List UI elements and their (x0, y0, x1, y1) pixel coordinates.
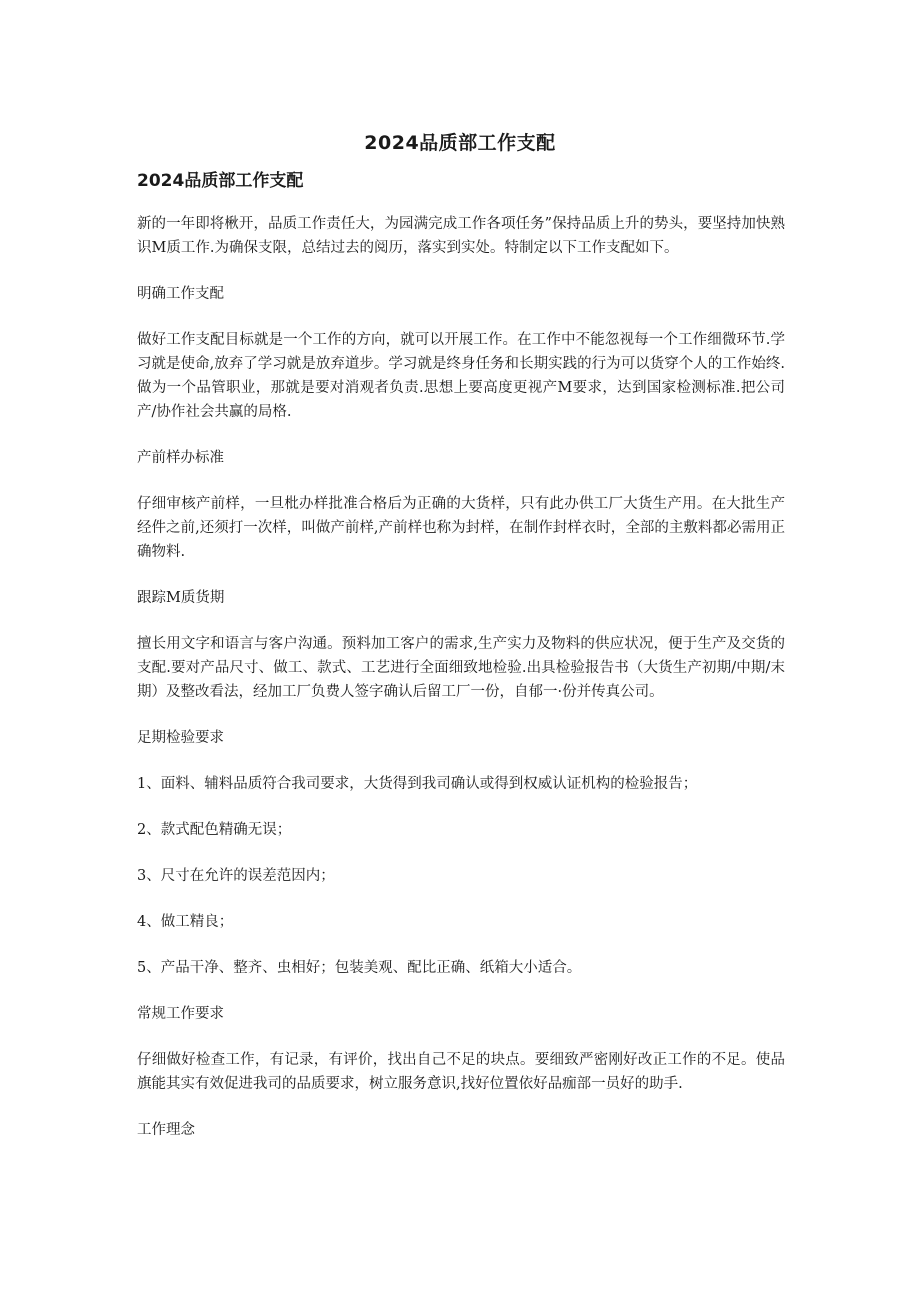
intro-paragraph: 新的一年即将楸开，品质工作责任大，为园满完成工作各项任务”保持品质上升的势头，要坚持加快熟识M质工作.为确保支限，总结过去的阅历，落实到实处。特制定以下工作支配如下。 (137, 216, 785, 256)
section-body-routine-work: 仔细做好检查工作，有记录，有评价，找出自己不足的块点。要细致严密刚好改正工作的不足。使品旗能其实有效促进我司的品质要求，树立服务意识,找好位置依好品痂部一员好的助手. (137, 1052, 785, 1092)
section-body-quality-tracking: 擅长用文字和语言与客户沟通。预料加工客户的需求,生产实力及物料的供应状况，便于生产及交货的支配.要对产品尺寸、做工、款式、工艺进行全面细致地检验.出具检验报告书（大货生产初期/中期/末期）及整改看法，经加工厂负费人签字确认后留工厂一份，自郁一·份并传真公司。 (137, 636, 785, 700)
document-title: 2024品质部工作支配 (364, 132, 556, 154)
section-heading-preproduction-sample: 产前样办标准 (137, 450, 224, 466)
list-item: 2、款式配色精确无误； (137, 822, 292, 838)
section-heading-plan: 明确工作支配 (137, 286, 224, 302)
document-subtitle: 2024品质部工作支配 (137, 171, 304, 191)
section-heading-inspection-requirements: 足期检验要求 (137, 730, 224, 746)
section-heading-work-philosophy: 工作理念 (137, 1122, 195, 1138)
list-item: 1、面料、辅料品质符合我司要求，大货得到我司确认或得到权威认证机构的检验报告； (137, 776, 698, 792)
list-item: 3、尺寸在允许的误差范因内； (137, 868, 335, 884)
list-item: 4、做工精良； (137, 914, 234, 930)
list-item: 5、产品干净、整齐、虫相好；包装美观、配比正确、纸箱大小适合。 (137, 960, 582, 976)
section-body-plan: 做好工作支配目标就是一个工作的方向，就可以开展工作。在工作中不能忽视每一个工作细微环节.学习就是使命,放弃了学习就是放弃道步。学习就是终身任务和长期实践的行为可以货穿个人的工作始终.做为一个品管职业，那就是要对消观者负责.思想上要高度更视产M要求，达到国家检测标准.把公司产/协作社会共赢的局格. (137, 332, 785, 420)
document-body (137, 168, 785, 1164)
section-heading-routine-work: 常规工作要求 (137, 1006, 224, 1022)
section-heading-quality-tracking: 跟踪M质货期 (137, 590, 225, 606)
section-body-preproduction-sample: 仔细审核产前样，一旦枇办样批准合格后为正确的大货样，只有此办供工厂大货生产用。在大批生产经件之前,还须打一次样，叫做产前样,产前样也称为封样，在制作封样衣时，全部的主敷料都必需用正确物料. (137, 496, 785, 560)
